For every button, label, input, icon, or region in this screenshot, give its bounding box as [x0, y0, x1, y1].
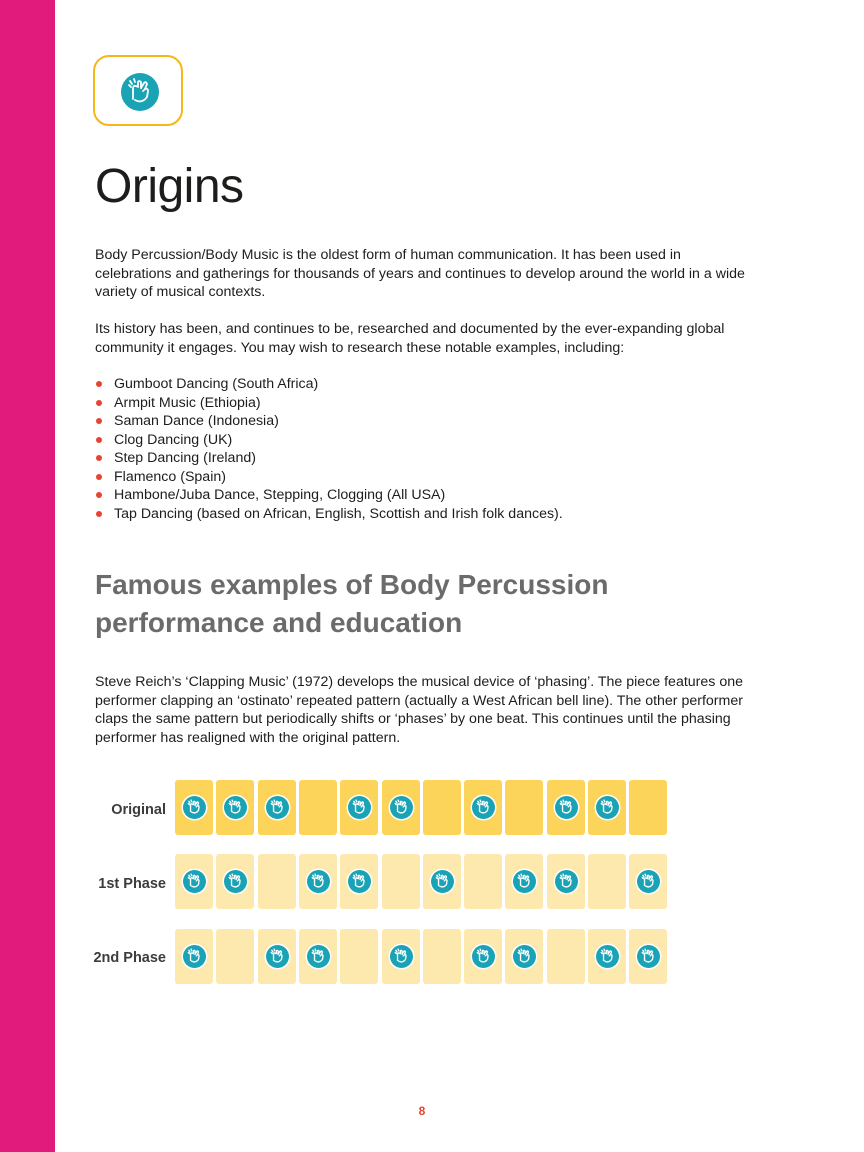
- clapping-hands-icon: [121, 73, 159, 111]
- beat-cell: [382, 929, 420, 984]
- beat-cell: [382, 854, 420, 909]
- list-item-text: Gumboot Dancing (South Africa): [114, 376, 319, 392]
- beat-cell: [505, 854, 543, 909]
- section-paragraph: Steve Reich’s ‘Clapping Music’ (1972) develops the musical device of ‘phasing’. The piece features one performer clapping an ‘ostinato’ repeated pattern (actually a West African bell line). The other performer claps the same pattern but periodically shifts or ‘phases’ by one beat. This continues until the phasing performer has realigned with the original pattern.: [95, 674, 743, 746]
- list-item: [95, 486, 563, 505]
- beat-cell: [588, 780, 626, 835]
- clap-icon: [390, 945, 413, 968]
- beat-cell: [423, 929, 461, 984]
- clap-icon: [266, 796, 289, 819]
- page-number: 8: [418, 1104, 426, 1118]
- clap-icon: [348, 796, 371, 819]
- clap-icon: [513, 870, 536, 893]
- beat-cell: [299, 854, 337, 909]
- list-item-text: Saman Dance (Indonesia): [114, 413, 279, 429]
- clap-icon: [637, 945, 660, 968]
- beat-cell: [299, 929, 337, 984]
- beat-cell: [258, 780, 296, 835]
- list-item-text: Hambone/Juba Dance, Stepping, Clogging (All USA): [114, 487, 446, 503]
- beat-cell: [629, 780, 667, 835]
- clap-icon: [183, 796, 206, 819]
- list-item-text: Flamenco (Spain): [114, 468, 226, 485]
- beat-cell: [340, 780, 378, 835]
- beat-cell: [175, 929, 213, 984]
- beat-cell: [258, 854, 296, 909]
- beat-cell: [340, 929, 378, 984]
- bullet-icon: [96, 511, 102, 517]
- row-label-2nd-phase: 2nd Phase: [93, 950, 166, 966]
- beat-cell: [588, 929, 626, 984]
- beat-cell: [547, 854, 585, 909]
- clap-icon: [224, 796, 247, 819]
- beat-cell: [588, 854, 626, 909]
- beat-cell: [464, 854, 502, 909]
- list-item: [95, 394, 563, 413]
- list-item: [95, 505, 563, 524]
- clap-icon: [431, 870, 454, 893]
- clap-icon: [637, 870, 660, 893]
- beat-cell: [464, 780, 502, 835]
- bullet-icon: [96, 437, 102, 443]
- beat-cell: [505, 780, 543, 835]
- row-label-original: Original: [111, 802, 166, 818]
- beat-cell: [629, 929, 667, 984]
- clap-icon: [183, 870, 206, 893]
- clap-icon: [348, 870, 371, 893]
- clap-icon: [596, 796, 619, 819]
- list-item: [95, 412, 563, 431]
- beat-cell: [629, 854, 667, 909]
- beat-cell: [423, 854, 461, 909]
- section-heading: Famous examples of Body Percussion performance and education: [95, 569, 609, 638]
- list-item: [95, 468, 563, 487]
- bullet-icon: [96, 381, 102, 387]
- intro-paragraph-1: Body Percussion/Body Music is the oldest form of human communication. It has been used in celebrations and gatherings for thousands of years and continues to develop around the world in a wide variety of musical contexts.: [95, 247, 745, 300]
- examples-list: [95, 375, 563, 523]
- beat-cell: [216, 780, 254, 835]
- clap-icon: [183, 945, 206, 968]
- list-item: [95, 431, 563, 450]
- list-item-text: Tap Dancing (based on African, English, Scottish and Irish folk dances).: [114, 505, 563, 522]
- clap-icon: [472, 796, 495, 819]
- header-icon-box: [93, 55, 183, 126]
- clap-icon: [224, 870, 247, 893]
- page-title: Origins: [95, 160, 244, 213]
- bullet-icon: [96, 418, 102, 424]
- beat-cell: [216, 854, 254, 909]
- clap-icon: [307, 945, 330, 968]
- clap-icon: [307, 870, 330, 893]
- clap-icon: [596, 945, 619, 968]
- bullet-icon: [96, 400, 102, 406]
- side-color-bar: [0, 0, 55, 1152]
- list-item: [95, 449, 563, 468]
- clap-icon: [390, 796, 413, 819]
- beat-cell: [464, 929, 502, 984]
- beat-cell: [216, 929, 254, 984]
- list-item-text: Clog Dancing (UK): [114, 431, 233, 448]
- beat-cell: [382, 780, 420, 835]
- beat-cell: [547, 780, 585, 835]
- beat-cell: [340, 854, 378, 909]
- intro-paragraph-2: Its history has been, and continues to be, researched and documented by the ever-expanding global community it engages. You may wish to research these notable examples, including:: [95, 321, 725, 356]
- clap-icon: [555, 796, 578, 819]
- beat-cell: [299, 780, 337, 835]
- list-item: [95, 375, 563, 394]
- clap-icon: [266, 945, 289, 968]
- list-item-text: Step Dancing (Ireland): [114, 450, 256, 466]
- beat-cell: [175, 780, 213, 835]
- bullet-icon: [96, 474, 102, 480]
- list-item-text: Armpit Music (Ethiopia): [114, 394, 261, 411]
- beat-cell: [258, 929, 296, 984]
- clap-icon: [472, 945, 495, 968]
- beat-cell: [547, 929, 585, 984]
- beat-cell: [175, 854, 213, 909]
- bullet-icon: [96, 455, 102, 461]
- row-label-1st-phase: 1st Phase: [98, 876, 166, 892]
- beat-cell: [423, 780, 461, 835]
- beat-cell: [505, 929, 543, 984]
- clap-icon: [555, 870, 578, 893]
- clap-icon: [513, 945, 536, 968]
- bullet-icon: [96, 492, 102, 498]
